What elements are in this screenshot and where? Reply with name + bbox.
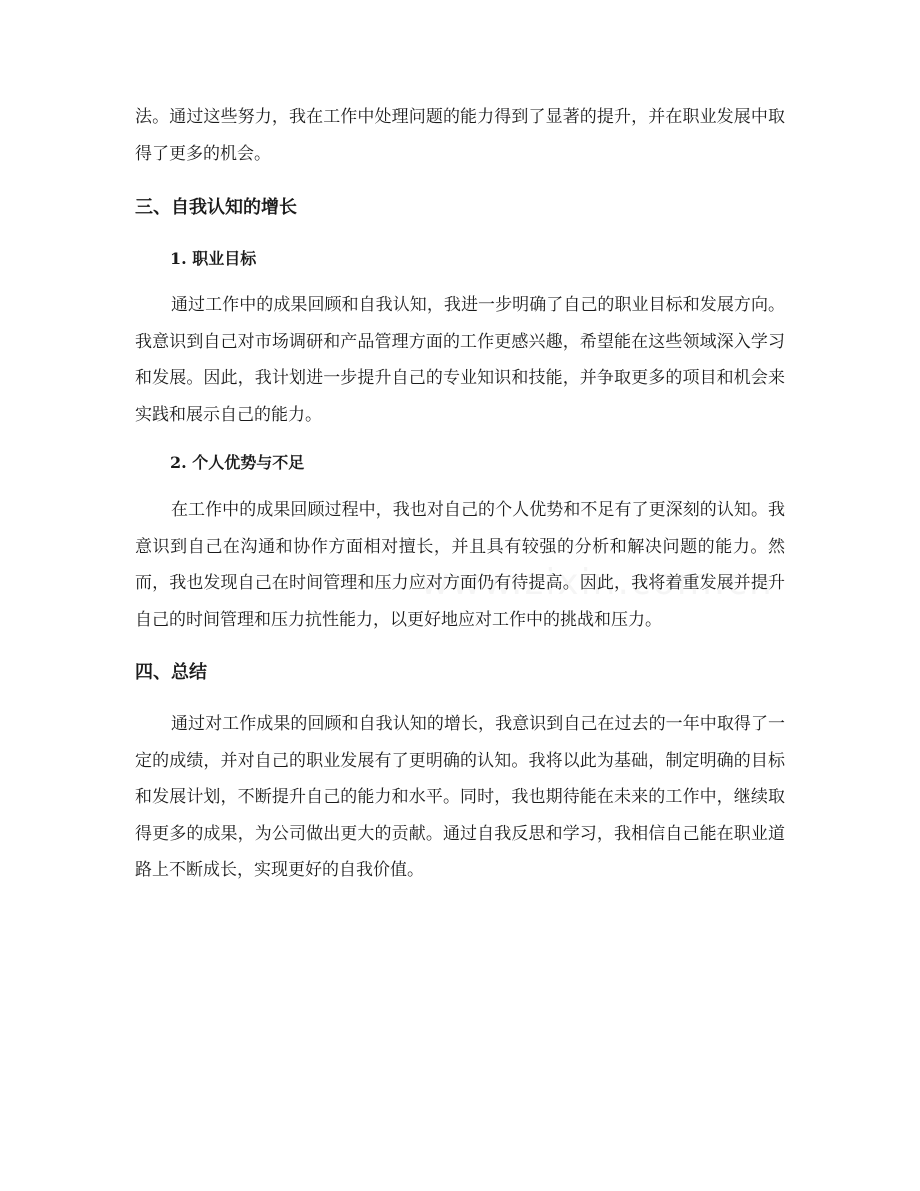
subheading-career-goals: 1. 职业目标 [170,249,257,268]
intro-paragraph: 法。通过这些努力，我在工作中处理问题的能力得到了显著的提升，并在职业发展中取得了更多的机会。 [135,107,785,164]
section-heading-self-awareness: 三、自我认知的增长 [135,197,297,218]
subheading-strengths-weaknesses: 2. 个人优势与不足 [170,453,305,472]
summary-paragraph: 通过对工作成果的回顾和自我认知的增长，我意识到自己在过去的一年中取得了一定的成绩，并对自己的职业发展有了更明确的认知。我将以此为基础，制定明确的目标和发展计划，不断提升自己的能力和水平。同时，我也期待能在未来的工作中，继续取得更多的成果，为公司做出更大的贡献。通过自我反思和学习，我相信自己能在职业道路上不断成长，实现更好的自我价值。 [135,714,785,880]
career-goals-paragraph: 通过工作中的成果回顾和自我认知，我进一步明确了自己的职业目标和发展方向。我意识到自己对市场调研和产品管理方面的工作更感兴趣，希望能在这些领域深入学习和发展。因此，我计划进一步提升自己的专业知识和技能，并争取更多的项目和机会来实践和展示自己的能力。 [135,295,785,425]
strengths-weaknesses-paragraph: 在工作中的成果回顾过程中，我也对自己的个人优势和不足有了更深刻的认知。我意识到自己在沟通和协作方面相对擅长，并且具有较强的分析和解决问题的能力。然而，我也发现自己在时间管理和压力应对方面仍有待提高。因此，我将着重发展并提升自己的时间管理和压力抗性能力，以更好地应对工作中的挑战和压力。 [135,500,785,630]
section-heading-summary: 四、总结 [135,662,207,683]
